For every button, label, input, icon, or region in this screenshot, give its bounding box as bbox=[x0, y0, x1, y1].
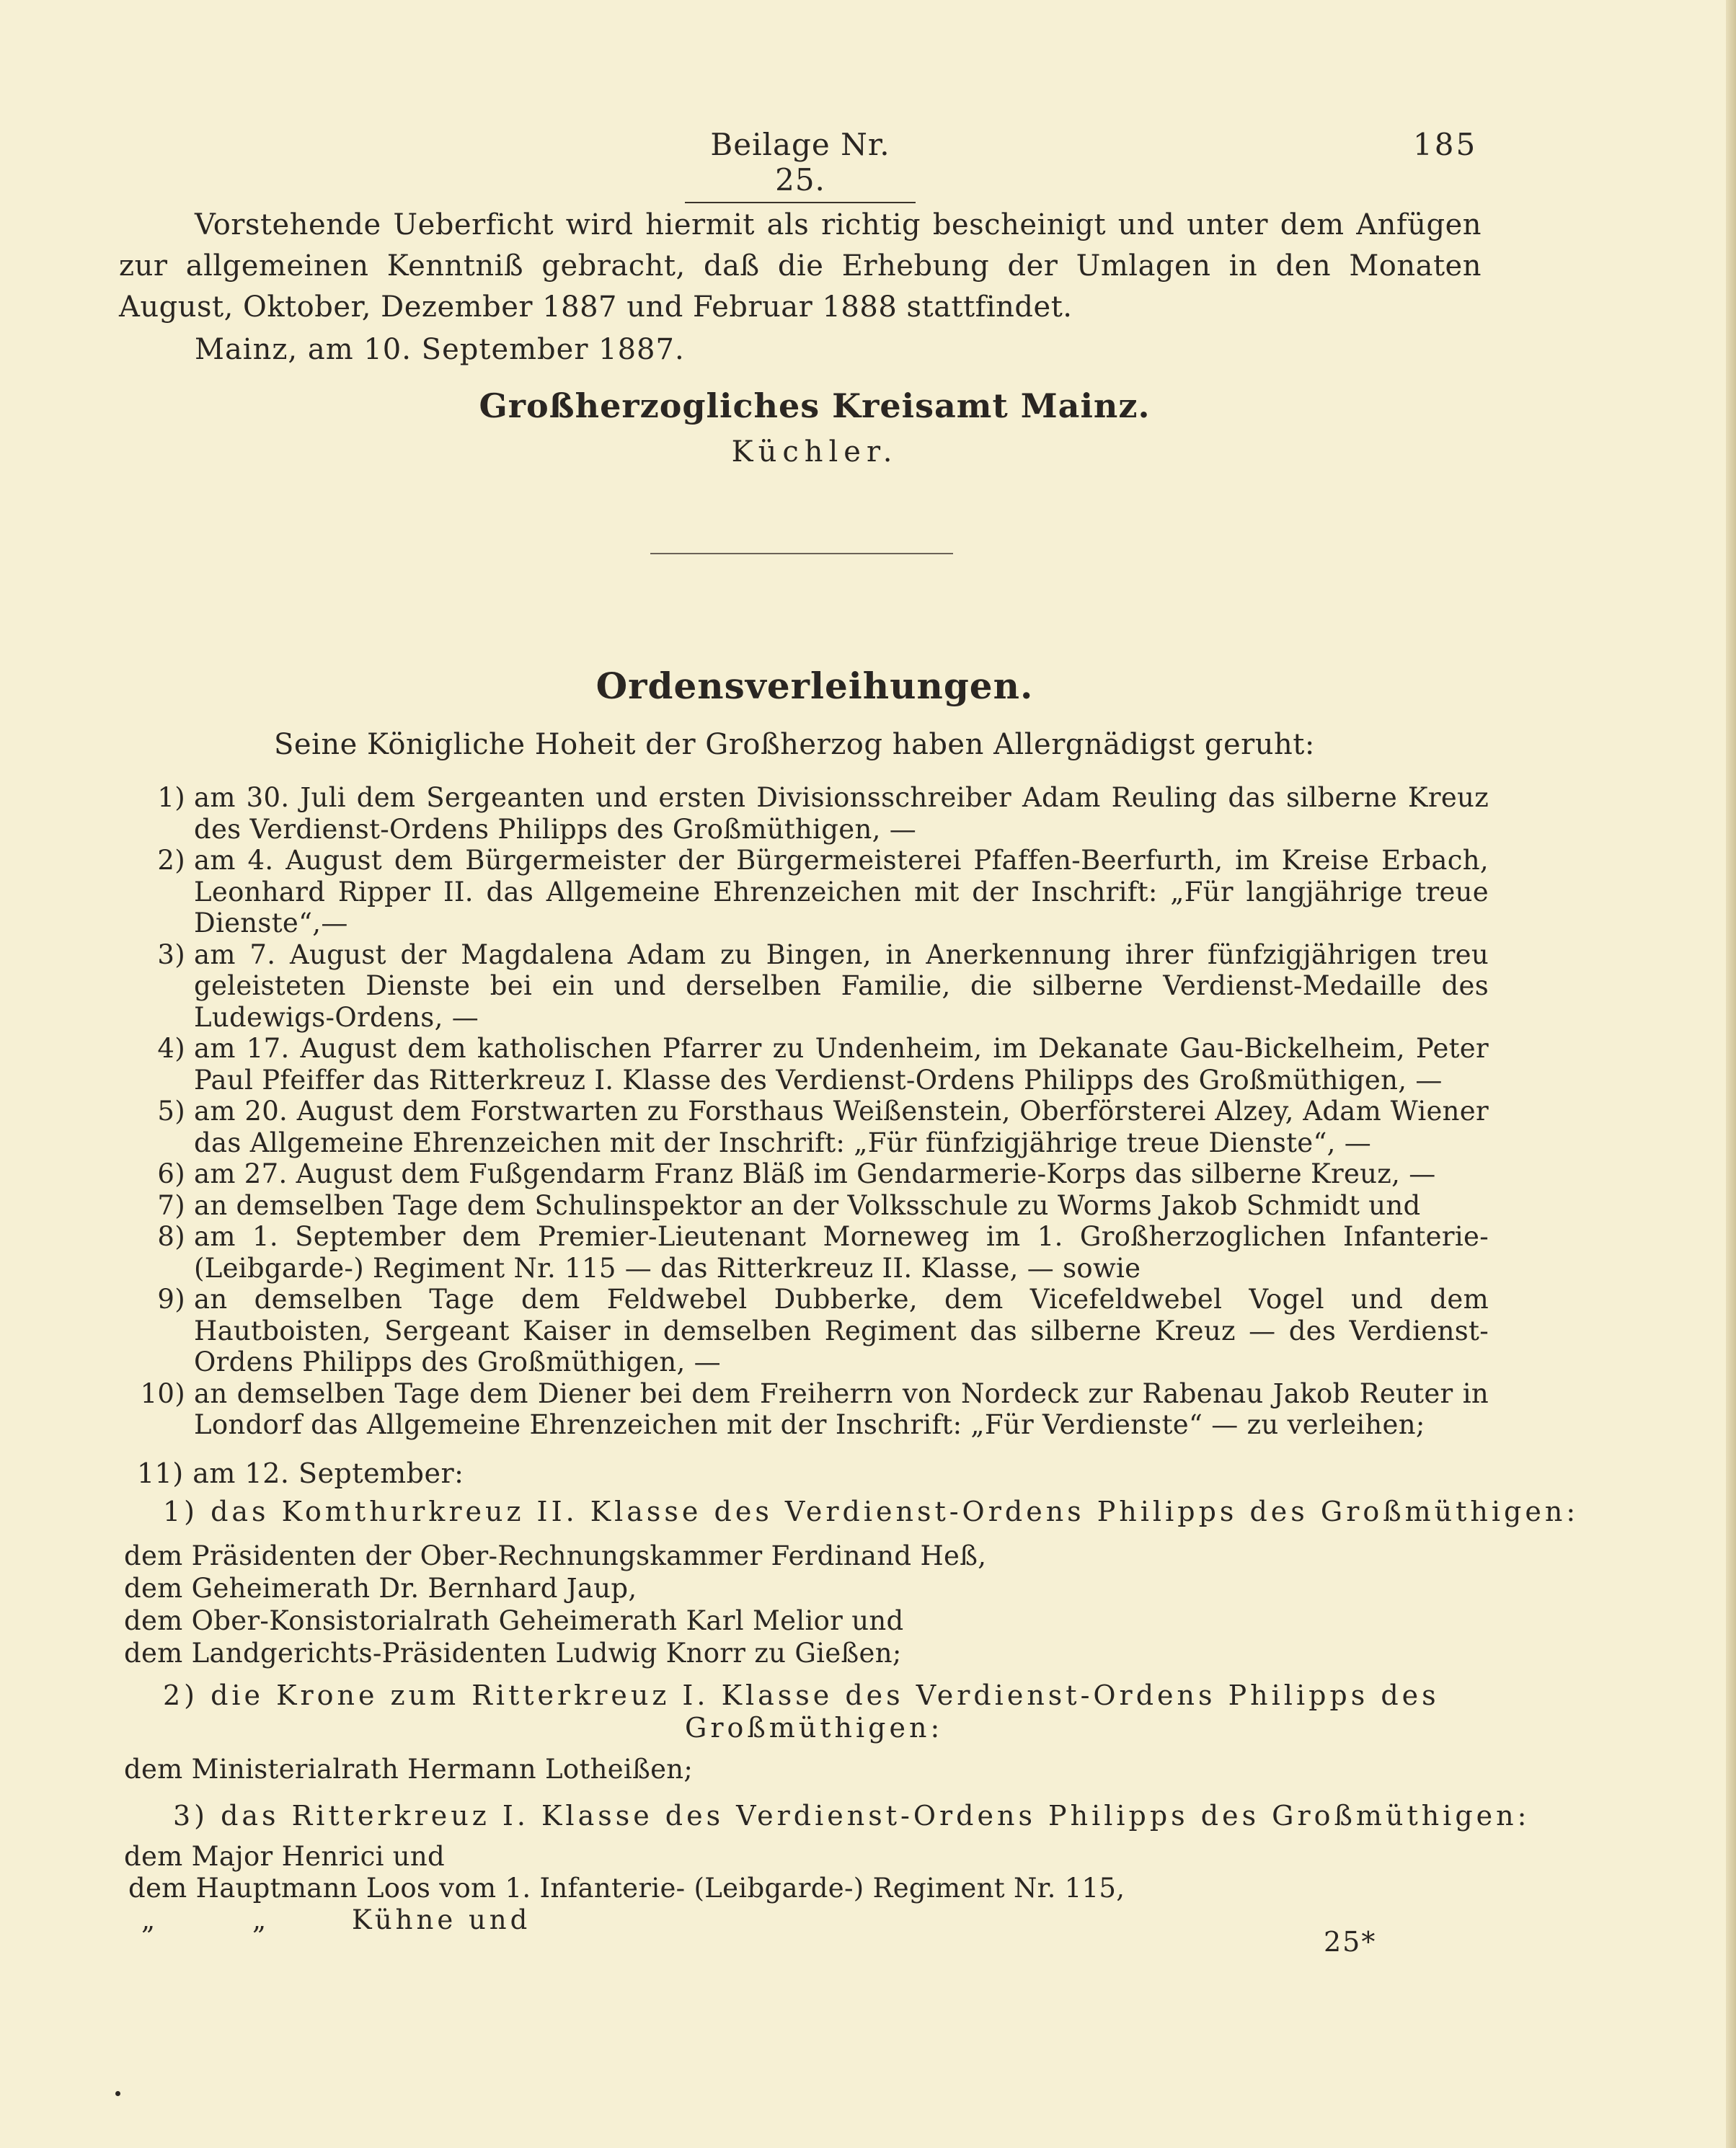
entry-text: am 4. August dem Bürgermeister der Bürgermeisterei Pfaffen-Beerfurth, im Kreise Erbach, Leonhard Ripper II. das Allgemeine Ehrenzeichen mit der Inschrift: „Für langjährige treue Dienste“,— bbox=[194, 845, 1489, 938]
entry-number: 3) bbox=[157, 938, 185, 970]
entry-text: am 20. August dem Forstwarten zu Forsthaus Weißenstein, Oberförsterei Alzey, Adam Wiener das Allgemeine Ehrenzeichen mit der Inschrift: „Für fünfzigjährige treue Dienste“, — bbox=[194, 1096, 1489, 1158]
ditto-mark: „ bbox=[252, 1904, 267, 1935]
recipient-line: dem Landgerichts-Präsidenten Ludwig Knorr zu Gießen; bbox=[124, 1638, 902, 1669]
entry-11-label: 11) am 12. September: bbox=[137, 1457, 464, 1489]
place-date: Mainz, am 10. September 1887. bbox=[195, 333, 685, 366]
entry-text: am 1. September dem Premier-Lieutenant Morneweg im 1. Großherzoglichen Infanterie-(Leibgarde-) Regiment Nr. 115 — das Ritterkreuz II. Klasse, — sowie bbox=[194, 1221, 1489, 1284]
ink-speck bbox=[115, 2091, 120, 2096]
list-item bbox=[119, 1096, 1489, 1158]
list-item bbox=[119, 1378, 1489, 1441]
entry-text: am 27. August dem Fußgendarm Franz Bläß im Gendarmerie-Korps das silberne Kreuz, — bbox=[194, 1158, 1436, 1189]
entry-text: am 7. August der Magdalena Adam zu Bingen, in Anerkennung ihrer fünfzigjährigen treu geleisteten Dienste bei ein und derselben Familie, die silberne Verdienst-Medaille des Ludewigs-Ordens, — bbox=[194, 938, 1489, 1033]
ditto-mark: „ bbox=[141, 1904, 156, 1935]
entry-number: 8) bbox=[157, 1221, 185, 1252]
list-item bbox=[119, 782, 1489, 845]
list-item bbox=[119, 1190, 1489, 1222]
list-item bbox=[119, 1221, 1489, 1284]
sub-heading-ritterkreuz: 3) das Ritterkreuz I. Klasse des Verdienst-Ordens Philipps des Großmüthigen: bbox=[173, 1800, 1531, 1832]
sub-heading-komthurkreuz: 1) das Komthurkreuz II. Klasse des Verdienst-Ordens Philipps des Großmüthigen: bbox=[163, 1496, 1580, 1527]
section-separator bbox=[650, 553, 953, 554]
recipient-line: dem Ober-Konsistorialrath Geheimerath Karl Melior und bbox=[124, 1605, 904, 1636]
entry-number: 5) bbox=[157, 1096, 185, 1127]
recipient-line: dem Hauptmann Loos vom 1. Infanterie- (Leibgarde-) Regiment Nr. 115, bbox=[128, 1873, 1125, 1904]
list-item bbox=[119, 939, 1489, 1034]
recipient-line: Kühne und bbox=[352, 1904, 531, 1935]
entry-text: an demselben Tage dem Feldwebel Dubberke, dem Vicefeldwebel Vogel und dem Hautboisten, Sergeant Kaiser in demselben Regiment das silberne Kreuz — des Verdienst-Ordens Philipps des Großmüthigen, — bbox=[194, 1284, 1489, 1377]
signatory: Küchler. bbox=[731, 435, 898, 469]
entry-number: 6) bbox=[157, 1158, 185, 1189]
page-header-title: Beilage Nr. 25. bbox=[685, 127, 916, 203]
entry-number: 10) bbox=[140, 1377, 185, 1409]
list-item bbox=[119, 845, 1489, 939]
entry-text: an demselben Tage dem Schulinspektor an der Volksschule zu Worms Jakob Schmidt und bbox=[194, 1189, 1421, 1221]
recipient-line: dem Präsidenten der Ober-Rechnungskammer Ferdinand Heß, bbox=[124, 1540, 987, 1571]
list-item bbox=[119, 1158, 1489, 1190]
entry-text: am 30. Juli dem Sergeanten und ersten Divisionsschreiber Adam Reuling das silberne Kreuz des Verdienst-Ordens Philipps des Großmüthigen, — bbox=[194, 782, 1489, 845]
recipient-line: dem Major Henrici und bbox=[124, 1841, 446, 1872]
page-edge bbox=[1726, 0, 1736, 2148]
sub-heading-krone-continued: Großmüthigen: bbox=[685, 1712, 944, 1744]
award-list bbox=[119, 782, 1489, 1441]
entry-number: 2) bbox=[157, 845, 185, 876]
section-title: Ordensverleihungen. bbox=[595, 665, 1034, 707]
list-item bbox=[119, 1033, 1489, 1096]
intro-sentence: Seine Königliche Hoheit der Großherzog haben Allergnädigst geruht: bbox=[274, 728, 1315, 761]
page-number: 185 bbox=[1413, 127, 1478, 162]
entry-text: am 17. August dem katholischen Pfarrer zu Undenheim, im Dekanate Gau-Bickelheim, Peter Paul Pfeiffer das Ritterkreuz I. Klasse des Verdienst-Ordens Philipps des Großmüthigen, — bbox=[194, 1033, 1489, 1096]
entry-number: 9) bbox=[157, 1284, 185, 1315]
entry-number: 1) bbox=[157, 782, 185, 813]
printer-signature-mark: 25* bbox=[1324, 1926, 1377, 1958]
recipient-line: dem Ministerialrath Hermann Lotheißen; bbox=[124, 1754, 694, 1785]
list-item bbox=[119, 1284, 1489, 1378]
issuing-authority: Großherzogliches Kreisamt Mainz. bbox=[479, 386, 1151, 425]
entry-number: 7) bbox=[157, 1189, 185, 1221]
recipient-line: dem Geheimerath Dr. Bernhard Jaup, bbox=[124, 1573, 637, 1604]
certification-paragraph: Vorstehende Ueberficht wird hiermit als richtig bescheinigt und unter dem Anfügen zur allgemeinen Kenntniß gebracht, daß die Erhebung der Umlagen in den Monaten August, Oktober, Dezember 1887 und Februar 1888 stattfindet. bbox=[119, 208, 1482, 324]
sub-heading-krone: 2) die Krone zum Ritterkreuz I. Klasse des Verdienst-Ordens Philipps des bbox=[163, 1679, 1440, 1711]
entry-number: 4) bbox=[157, 1033, 185, 1064]
entry-text: an demselben Tage dem Diener bei dem Freiherrn von Nordeck zur Rabenau Jakob Reuter in Londorf das Allgemeine Ehrenzeichen mit der Inschrift: „Für Verdienste“ — zu verleihen; bbox=[194, 1377, 1489, 1440]
